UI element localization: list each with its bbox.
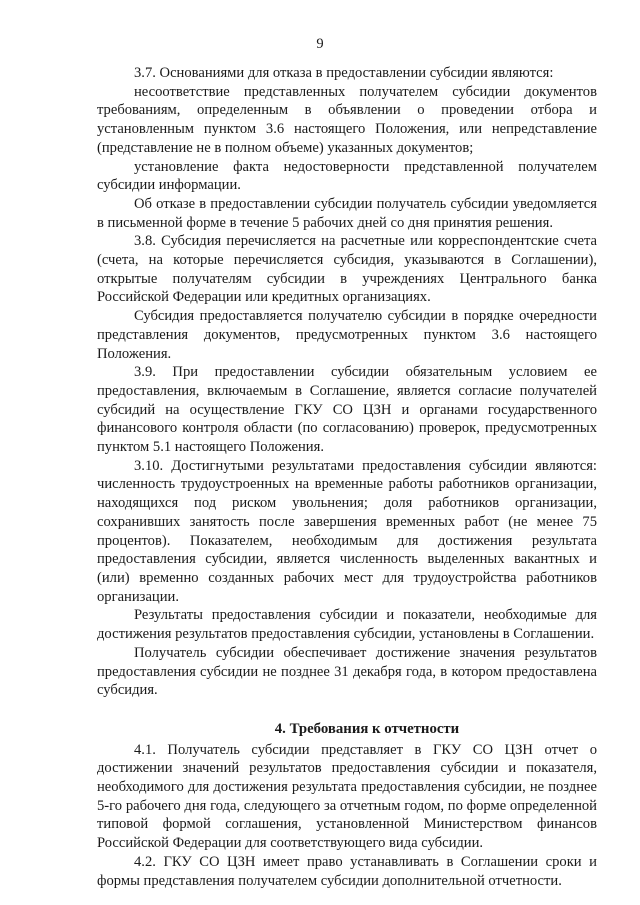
paragraph-3-9: 3.9. При предоставлении субсидии обязательным условием ее предоставления, включаемым в Соглашение, является согласие получателей субсидий на осуществление ГКУ СО ЦЗН и органами государственного финансового контроля области (по согласованию) проверок, предусмотренных пунктом 5.1 настоящего Положения. xyxy=(97,364,597,456)
paragraph-3-10: 3.10. Достигнутыми результатами предоставления субсидии являются: численность трудоустроенных на временные работы работников организации, находящихся под риском увольнения; доля работников организации, сохранивших занятость после завершения временных работ (не менее 75 процентов). Показателем, необходимым для достижения результата предоставления субсидии, является численность выделенных вакантных и (или) временно созданных рабочих мест для трудоустройства работников организации. xyxy=(97,457,597,605)
paragraph-3-8-order: Субсидия предоставляется получателю субсидии в порядке очередности представления документов, предусмотренных пунктом 3.6 настоящего Положения. xyxy=(97,308,597,362)
section-heading: 4. Требования к отчетности xyxy=(274,720,460,737)
paragraph-3-10-deadline: Получатель субсидии обеспечивает достижение значения результатов предоставления субсидии не позднее 31 декабря года, в котором предоставлена субсидия. xyxy=(97,644,597,699)
paragraph-4-1: 4.1. Получатель субсидии представляет в ГКУ СО ЦЗН отчет о достижении значений результатов предоставления субсидии и показателя, необходимого для достижения результата предоставления субсидии, не позднее 5-го рабочего дня года, следующего за отчетным годом, по форме определенной типовой формой соглашения, установленной Министерством финансов Российской Федерации для соответствующего вида субсидии. xyxy=(97,741,597,852)
paragraph-4-2: 4.2. ГКУ СО ЦЗН имеет право устанавливать в Соглашении сроки и формы представления получателем субсидии дополнительной отчетности. xyxy=(97,853,597,889)
paragraph-3-7: 3.7. Основаниями для отказа в предоставлении субсидии являются: xyxy=(134,65,554,81)
page-number: 9 xyxy=(316,36,324,52)
paragraph-3-8: 3.8. Субсидия перечисляется на расчетные или корреспондентские счета (счета, на которые перечисляется субсидия, указываются в Соглашении), открытые получателям субсидии в учреждениях Центрального банка Российской Федерации или кредитных организациях. xyxy=(97,233,597,306)
paragraph-refusal-notice: Об отказе в предоставлении субсидии получатель субсидии уведомляется в письменной форме в течение 5 рабочих дней со дня принятия решения. xyxy=(97,195,597,231)
paragraph-3-7-reason-1: несоответствие представленных получателем субсидии документов требованиям, определенным в объявлении о проведении отбора и установленным пунктом 3.6 настоящего Положения, или непредставление (представление не в полном объеме) указанных документов; xyxy=(97,83,597,156)
paragraph-3-7-reason-2: установление факта недостоверности представленной получателем субсидии информации. xyxy=(97,158,597,194)
document-body xyxy=(97,64,597,890)
paragraph-3-10-results: Результаты предоставления субсидии и показатели, необходимые для достижения результатов предоставления субсидии, установлены в Соглашении. xyxy=(97,607,597,643)
